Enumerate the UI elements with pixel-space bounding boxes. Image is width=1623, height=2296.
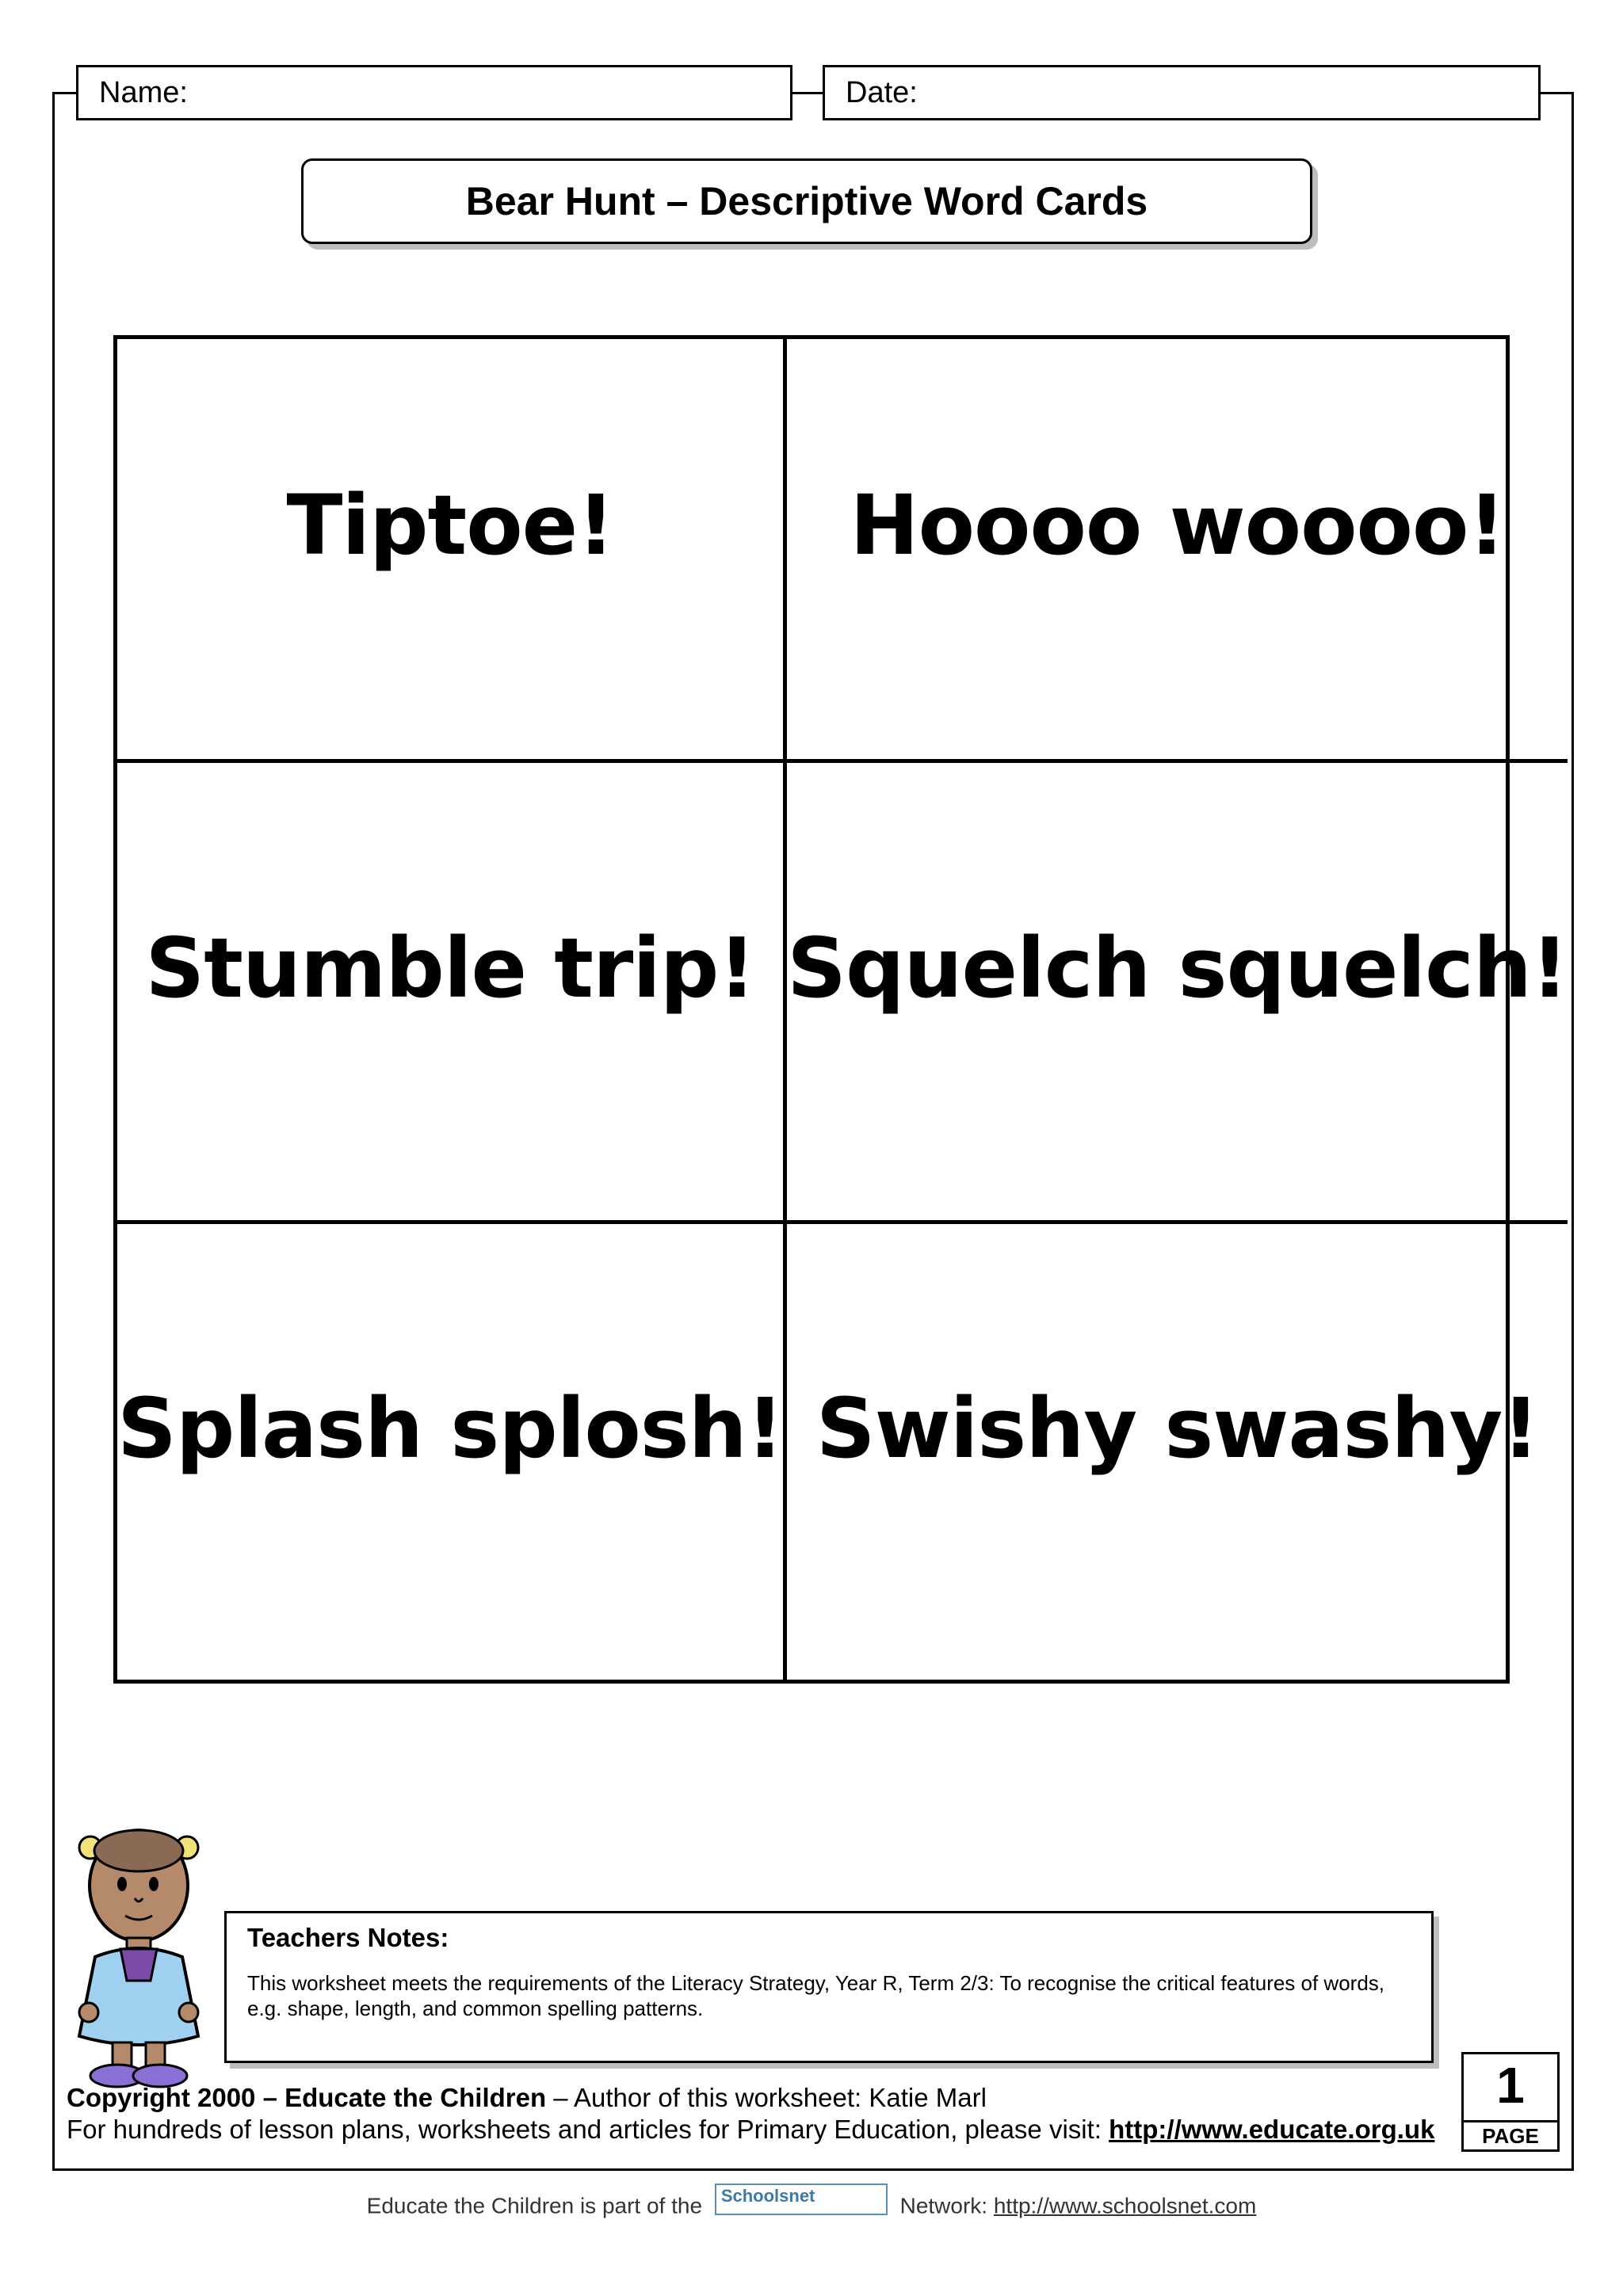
footer-prefix: Educate the Children is part of the bbox=[366, 2193, 708, 2218]
page-label: PAGE bbox=[1464, 2120, 1557, 2149]
word-card-text: Hoooo woooo! bbox=[850, 477, 1505, 574]
copyright-author: – Author of this worksheet: Katie Marl bbox=[546, 2083, 987, 2112]
footer bbox=[0, 2186, 1623, 2223]
word-card bbox=[787, 763, 1568, 1224]
page-number: 1 bbox=[1496, 2057, 1525, 2114]
copyright-owner: Copyright 2000 – Educate the Children bbox=[67, 2083, 547, 2112]
word-card-text: Stumble trip! bbox=[145, 919, 755, 1016]
footer-middle: Network: bbox=[893, 2193, 994, 2218]
word-card bbox=[117, 1224, 787, 1680]
teachers-notes-title: Teachers Notes: bbox=[247, 1923, 449, 1952]
word-card bbox=[117, 339, 787, 763]
educate-link[interactable]: http://www.educate.org.uk bbox=[1109, 2115, 1435, 2144]
name-label: Name: bbox=[99, 75, 188, 109]
schoolsnet-logo-text: Schoolsnet bbox=[720, 2186, 815, 2206]
copyright-visit-text: For hundreds of lesson plans, worksheets and articles for Primary Education, please visit: bbox=[67, 2115, 1109, 2144]
schoolsnet-logo bbox=[715, 2183, 888, 2215]
teachers-notes bbox=[224, 1911, 1434, 2063]
word-card bbox=[117, 763, 787, 1224]
name-field[interactable] bbox=[76, 65, 792, 120]
word-card-text: Splash splosh! bbox=[117, 1379, 784, 1477]
word-card-text: Swishy swashy! bbox=[815, 1379, 1539, 1477]
date-label: Date: bbox=[846, 75, 918, 109]
worksheet-title-text: Bear Hunt – Descriptive Word Cards bbox=[465, 179, 1148, 223]
word-card-text: Tiptoe! bbox=[286, 477, 614, 574]
word-card-text: Squelch squelch! bbox=[787, 919, 1568, 1016]
word-card bbox=[787, 1224, 1568, 1680]
page-number-box bbox=[1461, 2052, 1560, 2152]
copyright-block bbox=[67, 2082, 1434, 2145]
date-field[interactable] bbox=[823, 65, 1541, 120]
word-card bbox=[787, 339, 1568, 763]
word-cards-grid bbox=[113, 335, 1568, 1684]
teachers-notes-text: This worksheet meets the requirements of the Literacy Strategy, Year R, Term 2/3: To recognise the critical features of words, e.g. shape, length, and common spelling patterns. bbox=[247, 1971, 1385, 2020]
worksheet-title bbox=[301, 158, 1312, 244]
girl-character-icon bbox=[71, 1822, 206, 2092]
schoolsnet-link[interactable]: http://www.schoolsnet.com bbox=[993, 2193, 1257, 2218]
